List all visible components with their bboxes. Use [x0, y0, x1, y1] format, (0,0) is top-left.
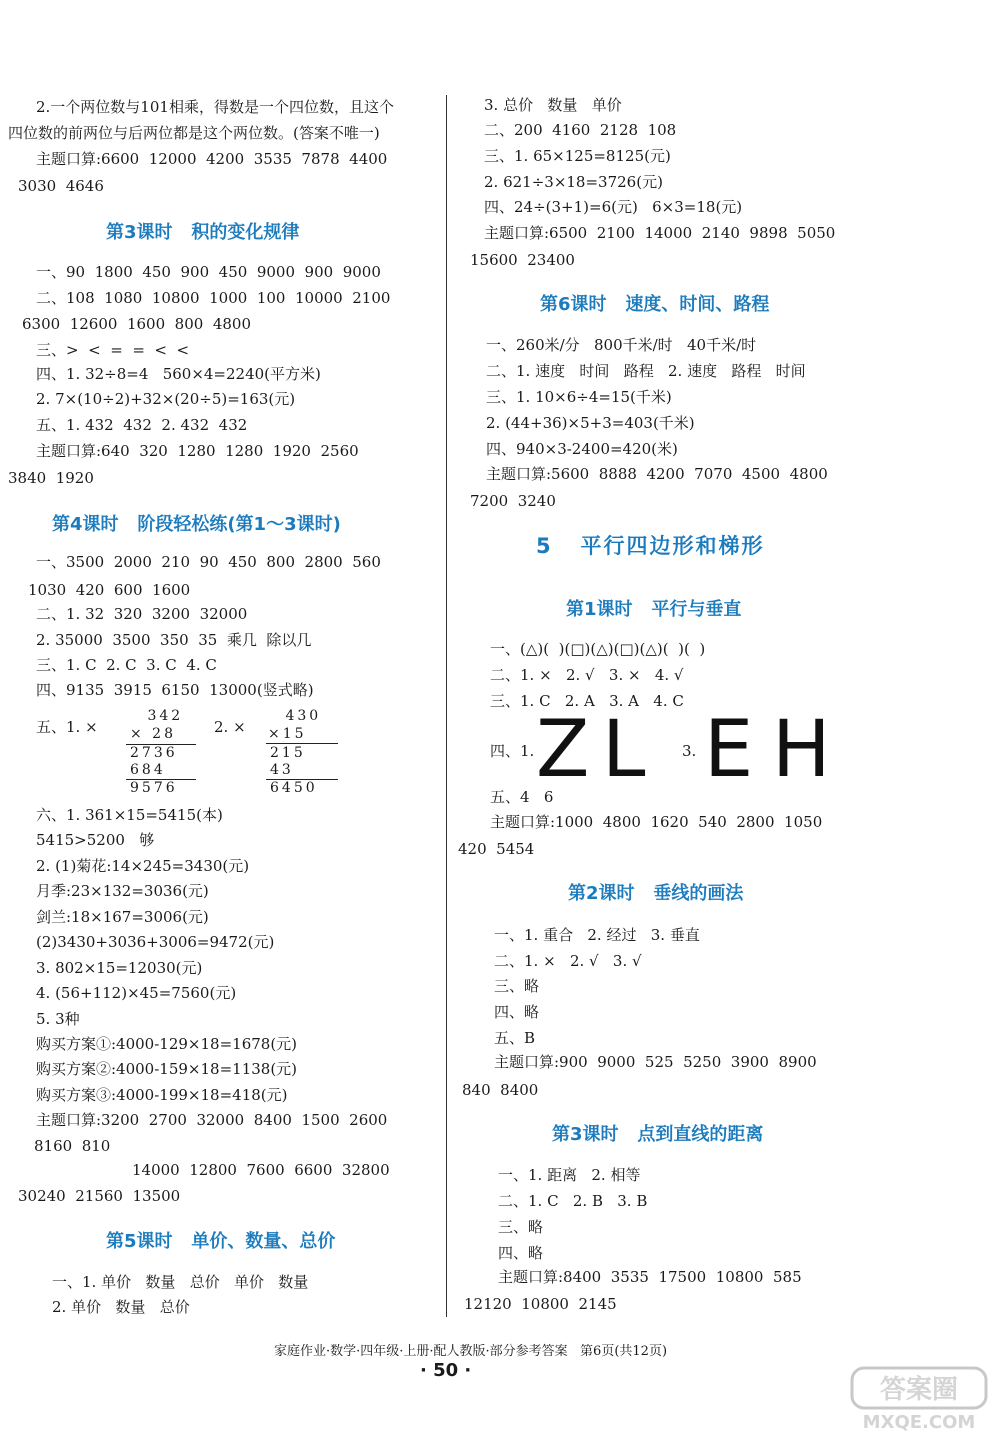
answer-line: 三、1. 10×6÷4=15(千米): [486, 388, 672, 406]
chapter-title: 5 平行四边形和梯形: [536, 534, 765, 558]
calc-row: 684: [130, 762, 166, 778]
answer-line: 剑兰:18×167=3006(元): [36, 908, 209, 926]
watermark-logo: [846, 1362, 992, 1434]
column-divider: [446, 95, 447, 1317]
answer-line: 30240 21560 13500: [18, 1187, 181, 1205]
answer-line: 2. ×: [214, 718, 246, 736]
answer-line: (2)3430+3036+3006=9472(元): [36, 933, 275, 951]
answer-line: 六、1. 361×15=5415(本): [36, 806, 223, 824]
calc-row: 430: [278, 708, 322, 724]
lesson-heading-5: 第5课时 单价、数量、总价: [106, 1231, 336, 1252]
answer-line: 一、3500 2000 210 90 450 800 2800 560: [36, 553, 381, 571]
answer-line: 一、1. 重合 2. 经过 3. 垂直: [494, 926, 700, 944]
mental-math-line: 主题口算:6500 2100 14000 2140 9898 5050: [484, 224, 836, 242]
calc-row: 342: [140, 708, 184, 724]
answer-line: 五、B: [494, 1029, 536, 1047]
answer-line: 一、1. 单价 数量 总价 单价 数量: [52, 1273, 309, 1291]
mental-math-line: 主题口算:8400 3535 17500 10800 585: [498, 1268, 802, 1286]
answer-line: 四、9135 3915 6150 13000(竖式略): [36, 681, 314, 699]
answer-line: 12120 10800 2145: [464, 1295, 617, 1313]
answer-line: 四位数的前两位与后两位都是这个两位数。(答案不唯一): [8, 124, 380, 142]
answer-line: 2. 621÷3×18=3726(元): [484, 173, 663, 191]
mental-math-line: 主题口算:1000 4800 1620 540 2800 1050: [490, 813, 823, 831]
calc-row: 43: [270, 762, 294, 778]
answer-line: 购买方案②:4000-159×18=1138(元): [36, 1060, 298, 1078]
answer-line: 一、1. 距离 2. 相等: [498, 1166, 641, 1184]
answer-line: 五、4 6: [490, 788, 554, 806]
watermark-top-text: 答案圈: [879, 1375, 959, 1405]
lesson-heading-3: 第3课时 积的变化规律: [106, 222, 300, 243]
answer-line: 四、略: [494, 1003, 540, 1021]
answer-line: 二、1. C 2. B 3. B: [498, 1192, 648, 1210]
mental-math-line: 主题口算:640 320 1280 1280 1920 2560: [36, 442, 359, 460]
answer-line: 二、1. 速度 时间 路程 2. 速度 路程 时间: [486, 362, 806, 380]
mental-math-line: 主题口算:5600 8888 4200 7070 4500 4800: [486, 465, 828, 483]
lesson-heading-5-2: 第2课时 垂线的画法: [568, 883, 744, 904]
answer-line: 三、1. C 2. C 3. C 4. C: [36, 656, 217, 674]
answer-line: 14000 12800 7600 6600 32800: [132, 1161, 390, 1179]
answer-line: 月季:23×132=3036(元): [36, 882, 209, 900]
answer-line: 3840 1920: [8, 469, 94, 487]
answer-line: 3. 802×15=12030(元): [36, 959, 203, 977]
answer-line: 三、1. C 2. A 3. A 4. C: [490, 692, 684, 710]
answer-line: 一、(△)( )(□)(△)(□)(△)( )( ): [490, 640, 706, 658]
answer-line: 7200 3240: [470, 492, 556, 510]
answer-line: 四、940×3-2400=420(米): [486, 440, 678, 458]
answer-line: 2. (44+36)×5+3=403(千米): [486, 414, 695, 432]
calc-row: 9576: [130, 780, 178, 796]
calc-row: ×15: [268, 726, 307, 742]
lesson-heading-6: 第6课时 速度、时间、路程: [540, 294, 770, 315]
answer-line: 2. 单价 数量 总价: [52, 1298, 190, 1316]
answer-line: 3.: [682, 742, 697, 760]
mental-math-line: 主题口算:3200 2700 32000 8400 1500 2600: [36, 1111, 388, 1129]
answer-line: 二、1. 32 320 3200 32000: [36, 605, 248, 623]
calc-rule: [266, 743, 338, 744]
calc-row: 2736: [130, 745, 178, 761]
answer-line: 四、略: [498, 1244, 544, 1262]
answer-line: 6300 12600 1600 800 4800: [22, 315, 252, 333]
mental-math-line: 主题口算:6600 12000 4200 3535 7878 4400: [36, 150, 388, 168]
answer-line: 一、90 1800 450 900 450 9000 900 9000: [36, 263, 381, 281]
answer-line: 购买方案③:4000-199×18=418(元): [36, 1086, 288, 1104]
mental-math-line: 主题口算:900 9000 525 5250 3900 8900: [494, 1053, 817, 1071]
answer-line: 二、108 1080 10800 1000 100 10000 2100: [36, 289, 391, 307]
large-letter: E: [704, 705, 754, 795]
answer-line: 420 5454: [458, 840, 535, 858]
answer-line: 8160 810: [34, 1137, 111, 1155]
calc-row: 6450: [270, 780, 318, 796]
lesson-heading-5-3: 第3课时 点到直线的距离: [552, 1124, 764, 1145]
answer-line: 2. 35000 3500 350 35 乘几 除以几: [36, 631, 312, 649]
answer-line: 三、略: [498, 1218, 544, 1236]
watermark-bottom-text: MXQE.COM: [862, 1412, 976, 1433]
answer-line: 二、200 4160 2128 108: [484, 121, 677, 139]
answer-line: 四、24÷(3+1)=6(元) 6×3=18(元): [484, 198, 743, 216]
answer-line: 五、1. ×: [36, 718, 98, 736]
answer-line: 2. (1)菊花:14×245=3430(元): [36, 857, 250, 875]
answer-line: 5. 3种: [36, 1010, 80, 1028]
answer-line: 2. 7×(10÷2)+32×(20÷5)=163(元): [36, 390, 296, 408]
answer-line: 二、1. × 2. √ 3. √: [494, 952, 642, 970]
answer-line: 二、1. × 2. √ 3. × 4. √: [490, 666, 684, 684]
large-letter: L: [602, 705, 646, 795]
answer-line: 4. (56+112)×45=7560(元): [36, 984, 237, 1002]
answer-line: 840 8400: [462, 1081, 539, 1099]
answer-line: 三、略: [494, 977, 540, 995]
answer-line: 五、1. 432 432 2. 432 432: [36, 416, 248, 434]
lesson-heading-4: 第4课时 阶段轻松练(第1～3课时): [52, 514, 341, 535]
answer-line: 2.一个两位数与101相乘，得数是一个四位数，且这个: [36, 98, 394, 116]
large-letter: Z: [536, 705, 590, 795]
lesson-heading-5-1: 第1课时 平行与垂直: [566, 599, 742, 620]
page-number: · 50 ·: [420, 1360, 472, 1381]
answer-line: 四、1.: [490, 742, 535, 760]
answer-line: 5415>5200 够: [36, 831, 155, 849]
answer-line: 15600 23400: [470, 251, 575, 269]
answer-line: 3. 总价 数量 单价: [484, 96, 622, 114]
answer-line: 购买方案①:4000-129×18=1678(元): [36, 1035, 298, 1053]
answer-line: 三、> < = = < <: [36, 341, 190, 359]
calc-row: × 28: [130, 726, 176, 742]
answer-line: 三、1. 65×125=8125(元): [484, 147, 671, 165]
large-letter: H: [772, 705, 831, 795]
answer-line: 1030 420 600 1600: [28, 581, 191, 599]
calc-row: 215: [270, 745, 306, 761]
answer-line: 四、1. 32÷8=4 560×4=2240(平方米): [36, 365, 321, 383]
answer-line: 一、260米/分 800千米/时 40千米/时: [486, 336, 757, 354]
answer-line: 3030 4646: [18, 177, 104, 195]
footer-text: 家庭作业·数学·四年级·上册·配人教版·部分参考答案 第6页(共12页): [274, 1344, 668, 1359]
